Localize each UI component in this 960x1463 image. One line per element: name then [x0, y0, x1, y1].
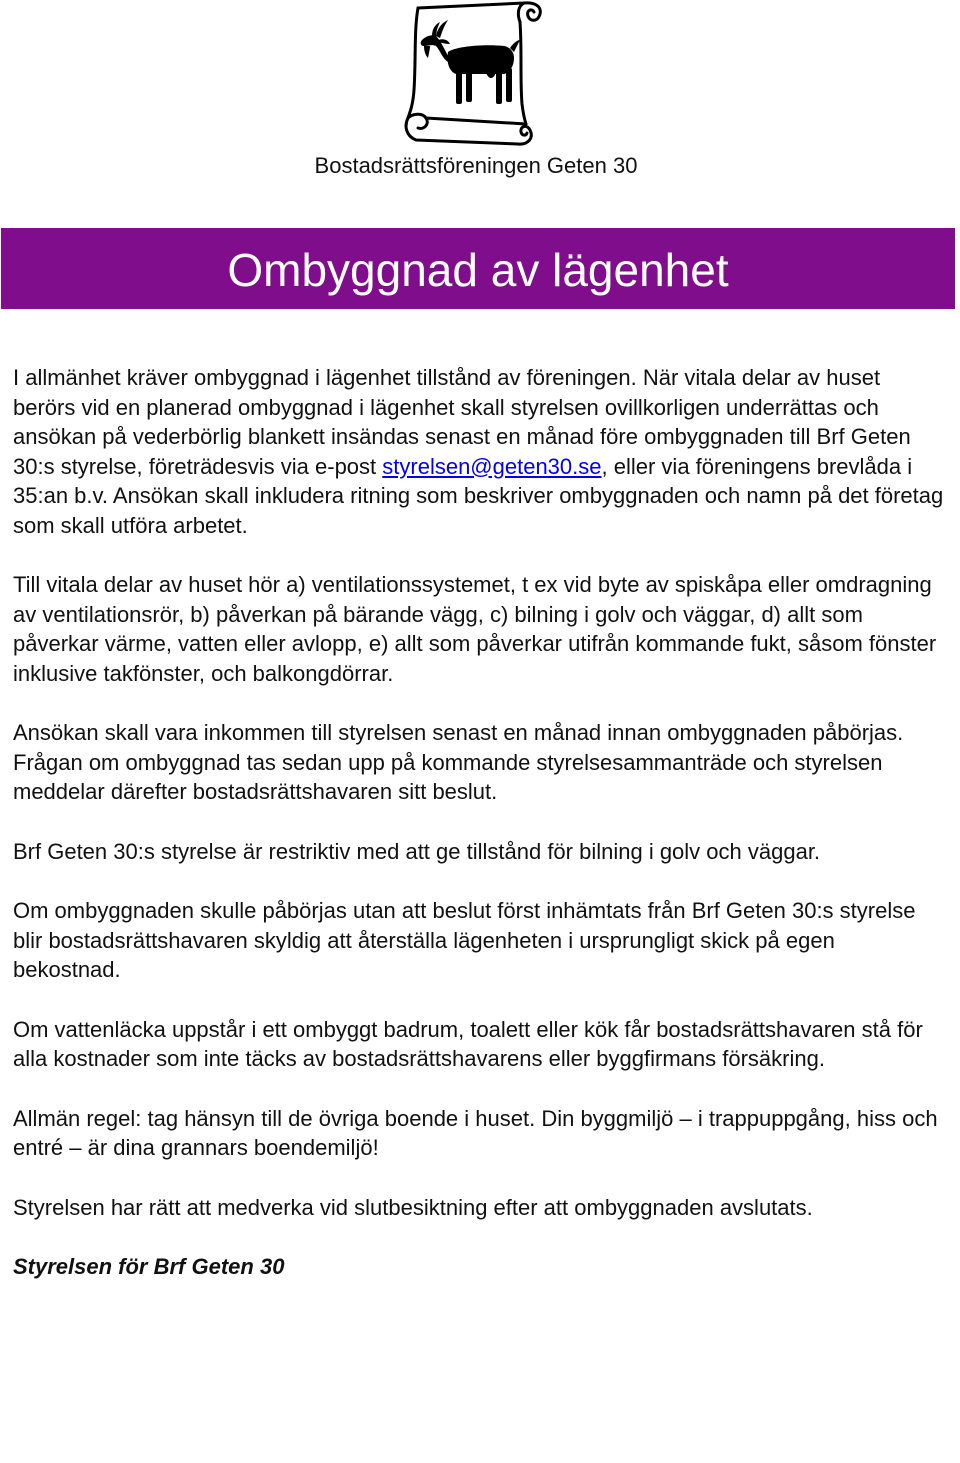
paragraph-restrictive: Brf Geten 30:s styrelse är restriktiv med att ge tillstånd för bilning i golv och väggar.	[13, 838, 821, 864]
title-banner	[1, 228, 955, 309]
paragraph-inspection: Styrelsen har rätt att medverka vid slutbesiktning efter att ombyggnaden avslutats.	[13, 1194, 813, 1220]
page-title: Ombyggnad av lägenhet	[227, 244, 729, 296]
paragraph-vital-parts: Till vitala delar av huset hör a) ventilationssystemet, t ex vid byte av spiskåpa eller omdragning av ventilationsrör, b) påverkan på bärande vägg, c) bilning i golv och väggar, d) allt som påverkar värme, vatten eller avlopp, e) allt som påverkar utifrån kommande fukt, såsom fönster inklusive takfönster, och balkongdörrar.	[13, 572, 937, 686]
document-body	[13, 363, 948, 1312]
paragraph-restore: Om ombyggnaden skulle påbörjas utan att beslut först inhämtats från Brf Geten 30:s styrelse blir bostadsrättshavaren skyldig att återställa lägenheten i ursprungligt skick på egen bekostnad.	[13, 898, 916, 982]
goat-on-scroll-logo	[396, 0, 548, 150]
email-link[interactable]: styrelsen@geten30.se	[382, 453, 602, 479]
paragraph-text: I allmänhet kräver ombyggnad i lägenhet tillstånd av föreningen. När vitala delar av huset berörs vid en planerad ombyggnad i lägenhet skall styrelsen ovillkorligen underrättas och ansökan på vederbörlig blankett insändas senast en månad före ombyggnaden till Brf Geten 30:s styrelse, företrädesvis via e-post	[13, 365, 911, 479]
paragraph-water-leak: Om vattenläcka uppstår i ett ombyggt badrum, toalett eller kök får bostadsrättshavaren stå för alla kostnader som inte täcks av bostadsrättshavarens eller byggfirmans försäkring.	[13, 1016, 923, 1071]
paragraph-deadline: Ansökan skall vara inkommen till styrelsen senast en månad innan ombyggnaden påbörjas. Frågan om ombyggnad tas sedan upp på kommande styrelsesammanträde och styrelsen meddelar därefter bostadsrättshavaren sitt beslut.	[13, 720, 904, 804]
paragraph-general-rule: Allmän regel: tag hänsyn till de övriga boende i huset. Din byggmiljö – i trappuppgång, hiss och entré – är dina grannars boendemiljö!	[13, 1105, 938, 1160]
paragraph-text: , eller via föreningens brevlåda i 35:an b.v. Ansökan skall inkludera ritning som beskriver ombyggnaden och namn på det företag som skall utföra arbetet.	[13, 453, 944, 538]
signature: Styrelsen för Brf Geten 30	[13, 1254, 285, 1279]
organization-name: Bostadsrättsföreningen Geten 30	[314, 153, 638, 178]
paragraph-application	[13, 363, 948, 540]
